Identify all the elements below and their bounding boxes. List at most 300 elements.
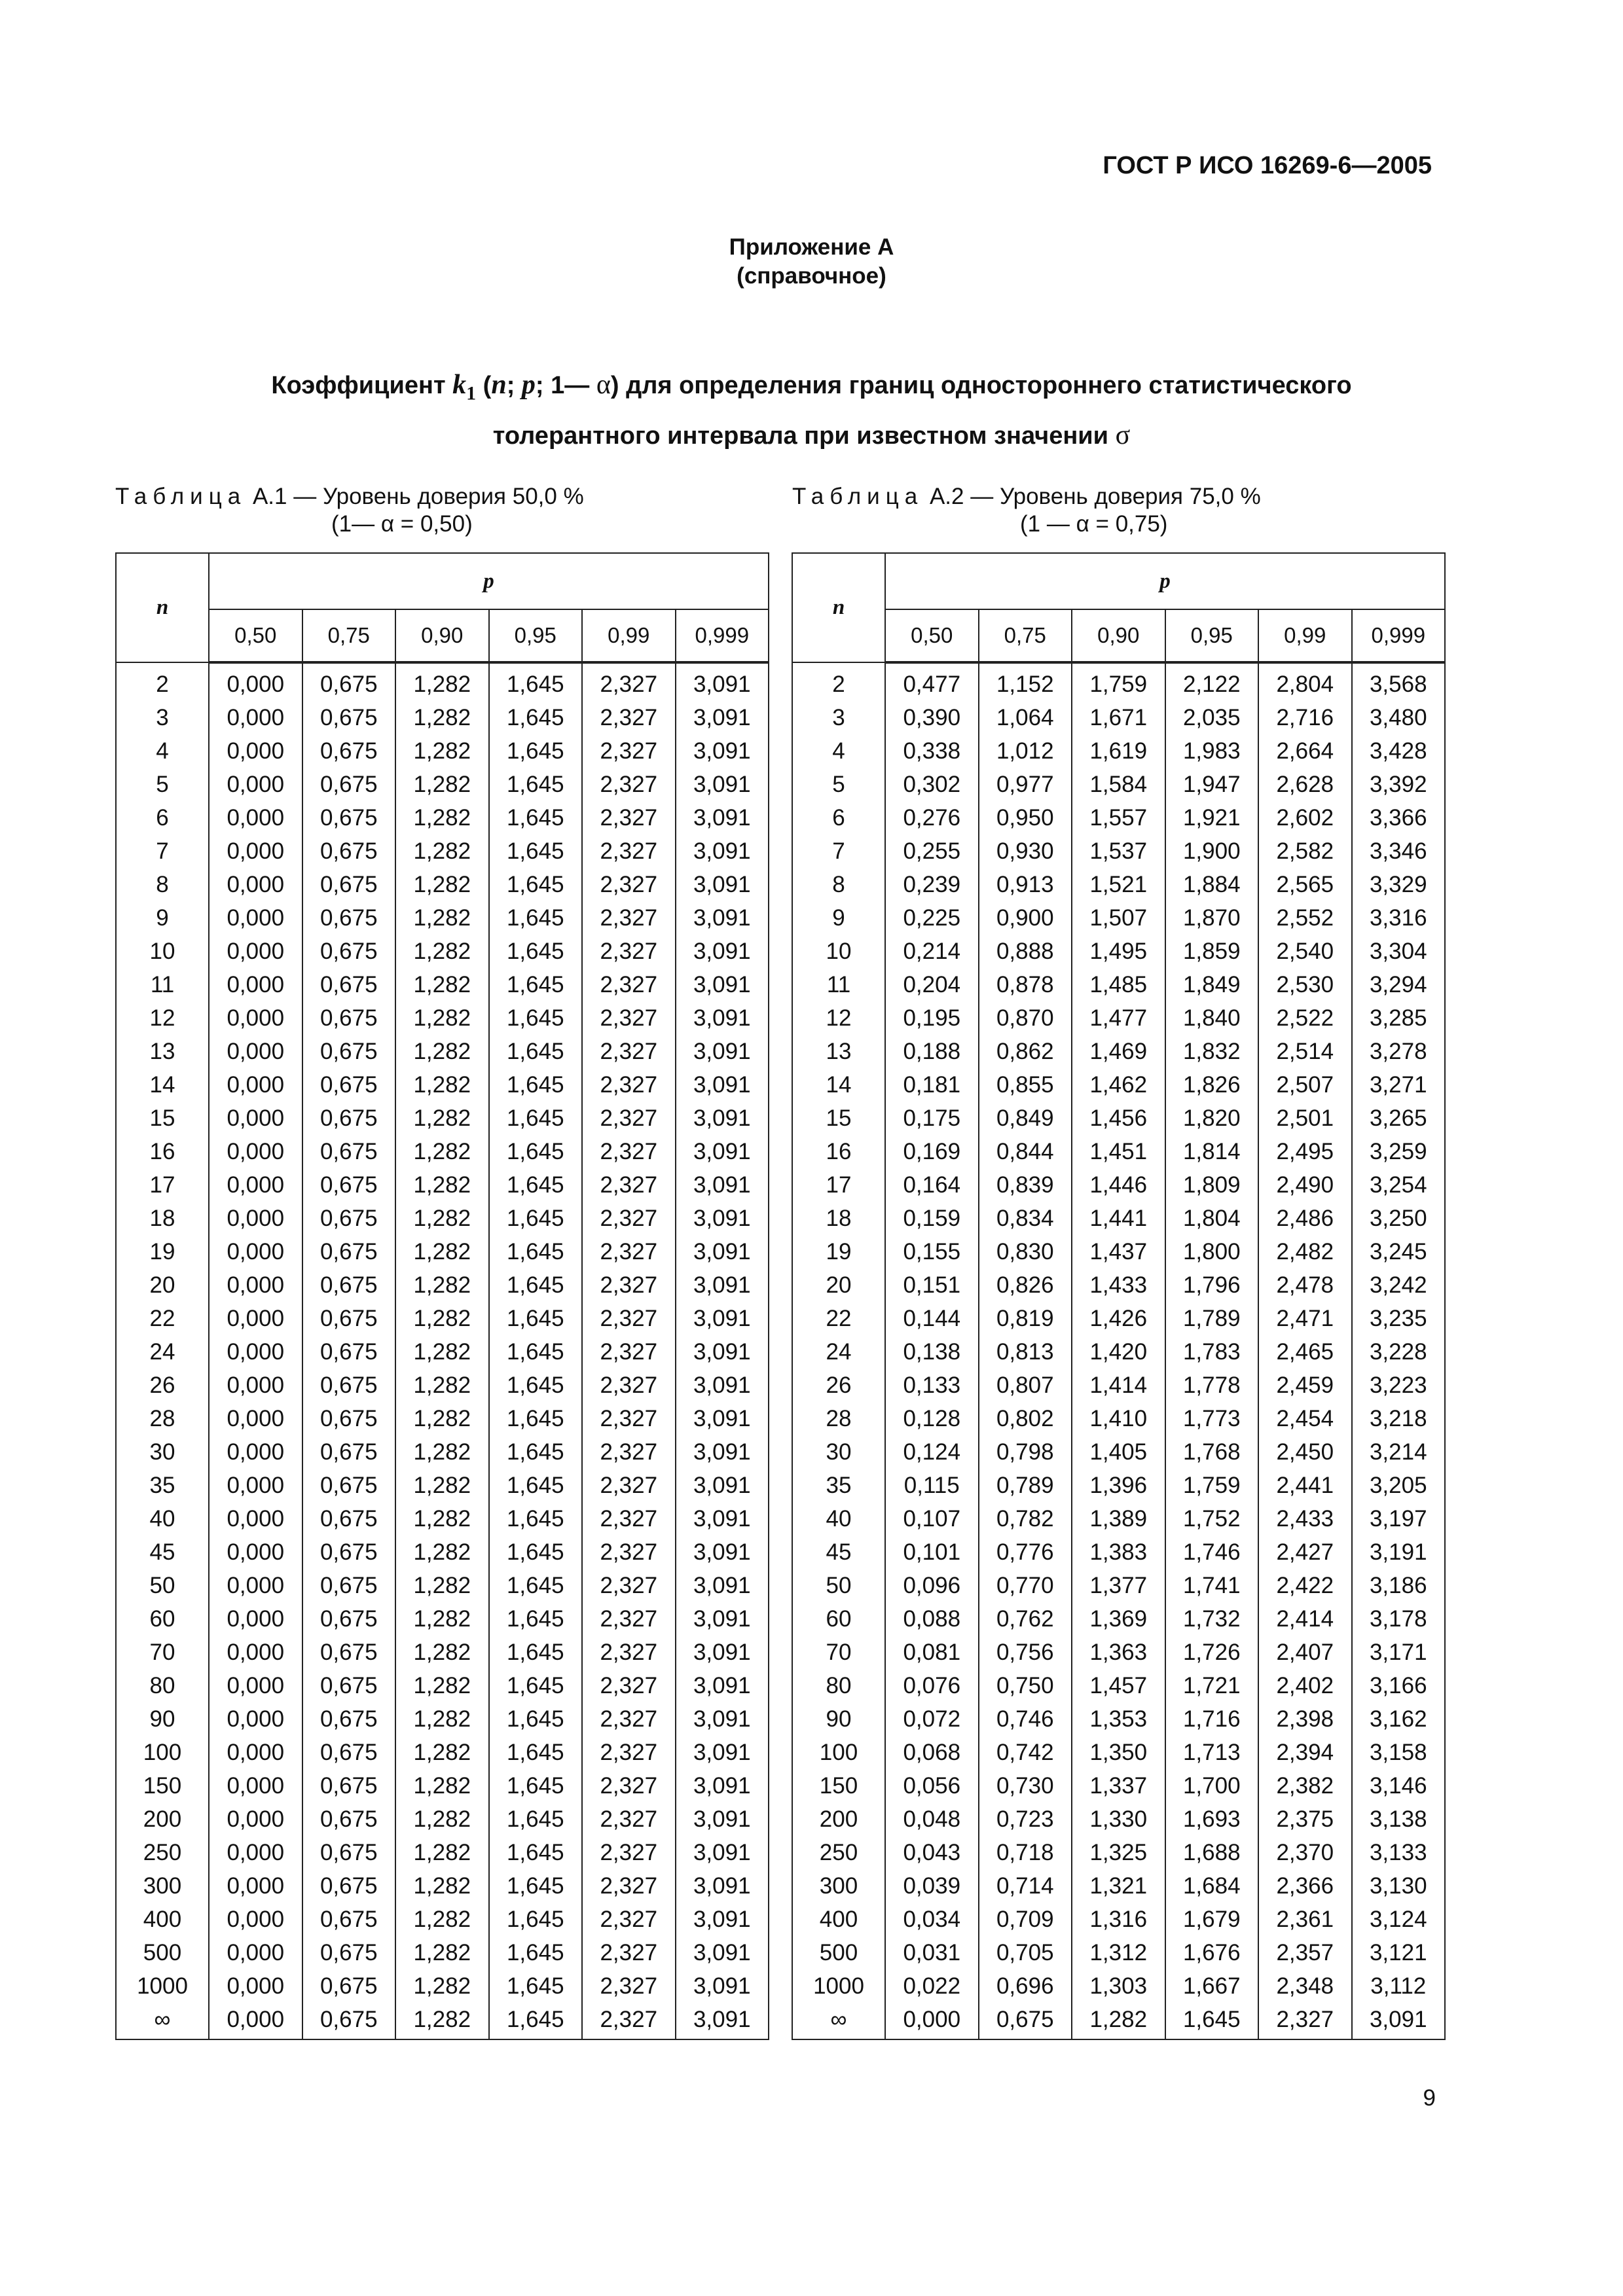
coefficient-cell: 0,000: [209, 701, 302, 734]
coefficient-cell: 1,759: [1165, 1469, 1259, 1502]
coefficient-cell: 1,645: [489, 1535, 583, 1569]
coefficient-cell: 3,091: [676, 1936, 769, 1969]
coefficient-cell: 0,034: [885, 1903, 979, 1936]
table-row: [792, 1702, 1445, 1736]
table-a1: [115, 552, 769, 2040]
coefficient-cell: 1,451: [1072, 1135, 1165, 1168]
n-cell: ∞: [792, 2003, 885, 2039]
table-row: [116, 1135, 769, 1168]
coefficient-cell: 1,645: [489, 1102, 583, 1135]
coefficient-cell: 1,389: [1072, 1502, 1165, 1535]
coefficient-cell: 1,282: [395, 1302, 489, 1335]
table-row: [792, 834, 1445, 868]
n-cell: 80: [116, 1669, 209, 1702]
coefficient-cell: 3,091: [676, 901, 769, 935]
n-cell: 300: [116, 1869, 209, 1903]
coefficient-cell: 0,675: [302, 1135, 396, 1168]
coefficient-cell: 0,000: [209, 1869, 302, 1903]
n-cell: 6: [792, 801, 885, 834]
n-column-header: n: [116, 553, 209, 662]
coefficient-cell: 0,000: [209, 1135, 302, 1168]
n-cell: 80: [792, 1669, 885, 1702]
coefficient-cell: 2,465: [1258, 1335, 1352, 1369]
coefficient-cell: 2,495: [1258, 1135, 1352, 1168]
n-cell: 20: [116, 1268, 209, 1302]
coefficient-cell: 0,675: [302, 701, 396, 734]
coefficient-cell: 1,282: [395, 968, 489, 1001]
p-value-header: 0,99: [582, 609, 676, 662]
coefficient-cell: 1,645: [489, 1168, 583, 1202]
table-row: [116, 1202, 769, 1235]
coefficient-cell: 1,773: [1165, 1402, 1259, 1435]
coefficient-cell: 1,778: [1165, 1369, 1259, 1402]
coefficient-cell: 0,977: [979, 768, 1072, 801]
coefficient-cell: 0,675: [302, 1302, 396, 1335]
coefficient-cell: 0,900: [979, 901, 1072, 935]
coefficient-cell: 3,091: [676, 1335, 769, 1369]
coefficient-cell: 1,282: [395, 1102, 489, 1135]
coefficient-cell: 0,000: [209, 1769, 302, 1803]
coefficient-cell: 2,327: [582, 768, 676, 801]
coefficient-cell: 2,327: [582, 1202, 676, 1235]
coefficient-cell: 1,645: [489, 1869, 583, 1903]
coefficient-cell: 3,191: [1352, 1535, 1446, 1569]
coefficient-cell: 1,282: [395, 1235, 489, 1268]
coefficient-cell: 1,282: [395, 801, 489, 834]
coefficient-cell: 0,878: [979, 968, 1072, 1001]
coefficient-cell: 1,282: [395, 1001, 489, 1035]
coefficient-cell: 0,000: [209, 1268, 302, 1302]
coefficient-cell: 2,327: [582, 1135, 676, 1168]
coefficient-cell: 3,091: [1352, 2003, 1446, 2039]
n-cell: 400: [792, 1903, 885, 1936]
coefficient-cell: 1,693: [1165, 1803, 1259, 1836]
coefficient-cell: 1,420: [1072, 1335, 1165, 1369]
n-cell: 16: [792, 1135, 885, 1168]
n-cell: 9: [116, 901, 209, 935]
table-row: [792, 734, 1445, 768]
sigma-symbol: σ: [1115, 420, 1131, 451]
coefficient-cell: 1,350: [1072, 1736, 1165, 1769]
coefficient-cell: 2,501: [1258, 1102, 1352, 1135]
coefficient-cell: 2,664: [1258, 734, 1352, 768]
table-row: [116, 868, 769, 901]
coefficient-cell: 3,205: [1352, 1469, 1446, 1502]
coefficient-cell: 0,000: [209, 1569, 302, 1602]
coefficient-cell: 2,327: [582, 834, 676, 868]
coefficient-cell: 2,327: [582, 1669, 676, 1702]
coefficient-cell: 0,830: [979, 1235, 1072, 1268]
coefficient-cell: 0,072: [885, 1702, 979, 1736]
coefficient-cell: 2,327: [582, 935, 676, 968]
n-cell: 17: [792, 1168, 885, 1202]
table-row: [792, 1903, 1445, 1936]
table-row: [116, 1302, 769, 1335]
coefficient-cell: 1,645: [489, 1602, 583, 1636]
coefficient-cell: 0,000: [885, 2003, 979, 2039]
coefficient-cell: 1,796: [1165, 1268, 1259, 1302]
table-row: [792, 701, 1445, 734]
coefficient-cell: 0,675: [302, 1602, 396, 1636]
coefficient-cell: 0,302: [885, 768, 979, 801]
coefficient-cell: 0,675: [302, 1202, 396, 1235]
coefficient-cell: 0,000: [209, 1302, 302, 1335]
coefficient-cell: 0,000: [209, 1602, 302, 1636]
table-row: [116, 1068, 769, 1102]
p-value-header: 0,90: [1072, 609, 1165, 662]
coefficient-cell: 0,204: [885, 968, 979, 1001]
coefficient-cell: 0,155: [885, 1235, 979, 1268]
coefficient-cell: 0,705: [979, 1936, 1072, 1969]
coefficient-cell: 0,675: [302, 1535, 396, 1569]
table-row: [116, 1035, 769, 1068]
coefficient-cell: 0,675: [302, 1068, 396, 1102]
coefficient-cell: 2,327: [582, 1702, 676, 1736]
table-row: [116, 1736, 769, 1769]
coefficient-cell: 2,327: [582, 701, 676, 734]
coefficient-cell: 0,870: [979, 1001, 1072, 1035]
coefficient-cell: 0,048: [885, 1803, 979, 1836]
table-row: [116, 2003, 769, 2039]
coefficient-cell: 1,645: [489, 1235, 583, 1268]
coefficient-cell: 1,645: [489, 1469, 583, 1502]
coefficient-cell: 0,255: [885, 834, 979, 868]
coefficient-cell: 1,282: [395, 1702, 489, 1736]
table-row: [792, 1936, 1445, 1969]
coefficient-cell: 2,327: [582, 1402, 676, 1435]
coefficient-cell: 2,327: [582, 1903, 676, 1936]
coefficient-cell: 0,138: [885, 1335, 979, 1369]
coefficient-cell: 1,282: [395, 1035, 489, 1068]
coefficient-cell: 0,888: [979, 935, 1072, 968]
coefficient-cell: 0,175: [885, 1102, 979, 1135]
coefficient-cell: 0,124: [885, 1435, 979, 1469]
coefficient-cell: 3,428: [1352, 734, 1446, 768]
coefficient-cell: 3,265: [1352, 1102, 1446, 1135]
coefficient-cell: 1,726: [1165, 1636, 1259, 1669]
coefficient-cell: 0,844: [979, 1135, 1072, 1168]
coefficient-cell: 3,130: [1352, 1869, 1446, 1903]
coefficient-cell: 3,278: [1352, 1035, 1446, 1068]
coefficient-cell: 2,327: [582, 868, 676, 901]
coefficient-cell: 0,000: [209, 1001, 302, 1035]
n-cell: 250: [792, 1836, 885, 1869]
coefficient-cell: 0,000: [209, 1369, 302, 1402]
coefficient-cell: 1,732: [1165, 1602, 1259, 1636]
coefficient-cell: 2,552: [1258, 901, 1352, 935]
table-row: [116, 1569, 769, 1602]
coefficient-cell: 0,862: [979, 1035, 1072, 1068]
coefficient-cell: 3,186: [1352, 1569, 1446, 1602]
coefficient-cell: 2,398: [1258, 1702, 1352, 1736]
n-cell: 22: [792, 1302, 885, 1335]
coefficient-cell: 3,091: [676, 2003, 769, 2039]
coefficient-cell: 1,353: [1072, 1702, 1165, 1736]
coefficient-cell: 1,645: [489, 1335, 583, 1369]
coefficient-cell: 2,441: [1258, 1469, 1352, 1502]
p-value-header: 0,999: [1352, 609, 1446, 662]
coefficient-cell: 2,427: [1258, 1535, 1352, 1569]
coefficient-cell: 3,091: [676, 1702, 769, 1736]
coefficient-cell: 3,329: [1352, 868, 1446, 901]
n-cell: 3: [116, 701, 209, 734]
coefficient-cell: 3,178: [1352, 1602, 1446, 1636]
coefficient-cell: 1,396: [1072, 1469, 1165, 1502]
coefficient-cell: 0,913: [979, 868, 1072, 901]
coefficient-cell: 0,000: [209, 1202, 302, 1235]
coefficient-cell: 3,091: [676, 1302, 769, 1335]
p-value-header: 0,50: [209, 609, 302, 662]
table-row: [792, 662, 1445, 701]
coefficient-cell: 2,582: [1258, 834, 1352, 868]
n-cell: 19: [792, 1235, 885, 1268]
coefficient-cell: 3,304: [1352, 935, 1446, 968]
coefficient-cell: 3,091: [676, 1502, 769, 1535]
coefficient-cell: 1,282: [395, 935, 489, 968]
coefficient-cell: 0,000: [209, 1035, 302, 1068]
coefficient-cell: 0,276: [885, 801, 979, 834]
n-cell: 45: [792, 1535, 885, 1569]
coefficient-cell: 1,282: [1072, 2003, 1165, 2039]
coefficient-cell: 2,804: [1258, 662, 1352, 701]
coefficient-cell: 1,645: [489, 901, 583, 935]
coefficient-cell: 0,039: [885, 1869, 979, 1903]
coefficient-cell: 0,225: [885, 901, 979, 935]
n-cell: 4: [792, 734, 885, 768]
coefficient-cell: 3,112: [1352, 1969, 1446, 2003]
n-cell: 11: [116, 968, 209, 1001]
n-cell: 16: [116, 1135, 209, 1168]
coefficient-cell: 2,327: [582, 1302, 676, 1335]
coefficient-cell: 1,363: [1072, 1636, 1165, 1669]
coefficient-cell: 0,675: [302, 1569, 396, 1602]
coefficient-cell: 1,012: [979, 734, 1072, 768]
coefficient-cell: 3,091: [676, 701, 769, 734]
coefficient-cell: 1,947: [1165, 768, 1259, 801]
coefficient-cell: 3,091: [676, 1235, 769, 1268]
coefficient-cell: 1,645: [489, 1669, 583, 1702]
coefficient-cell: 0,762: [979, 1602, 1072, 1636]
table-row: [792, 1135, 1445, 1168]
coefficient-cell: 2,422: [1258, 1569, 1352, 1602]
coefficient-cell: 0,675: [302, 1803, 396, 1836]
coefficient-cell: 3,133: [1352, 1836, 1446, 1869]
coefficient-cell: 3,228: [1352, 1335, 1446, 1369]
appendix-title: Приложение А: [729, 234, 894, 260]
coefficient-cell: 0,000: [209, 1168, 302, 1202]
p-column-header: p: [209, 553, 769, 609]
coefficient-cell: 3,223: [1352, 1369, 1446, 1402]
coefficient-cell: 2,514: [1258, 1035, 1352, 1068]
coefficient-cell: 3,235: [1352, 1302, 1446, 1335]
coefficient-cell: 0,000: [209, 968, 302, 1001]
n-cell: 8: [116, 868, 209, 901]
table-row: [116, 1502, 769, 1535]
coefficient-cell: 0,151: [885, 1268, 979, 1302]
n-cell: 28: [116, 1402, 209, 1435]
table-row: [792, 2003, 1445, 2039]
coefficient-cell: 3,271: [1352, 1068, 1446, 1102]
n-cell: 7: [792, 834, 885, 868]
coefficient-cell: 1,557: [1072, 801, 1165, 834]
coefficient-cell: 0,723: [979, 1803, 1072, 1836]
coefficient-cell: 2,357: [1258, 1936, 1352, 1969]
coefficient-cell: 0,730: [979, 1769, 1072, 1803]
coefficient-cell: 2,450: [1258, 1435, 1352, 1469]
coefficient-cell: 2,327: [582, 662, 676, 701]
coefficient-cell: 1,645: [489, 662, 583, 701]
coefficient-cell: 0,675: [302, 935, 396, 968]
coefficient-cell: 0,000: [209, 834, 302, 868]
coefficient-cell: 1,859: [1165, 935, 1259, 968]
table-row: [116, 768, 769, 801]
coefficient-cell: 0,068: [885, 1736, 979, 1769]
coefficient-cell: 1,414: [1072, 1369, 1165, 1402]
coefficient-cell: 1,667: [1165, 1969, 1259, 2003]
coefficient-cell: 3,091: [676, 734, 769, 768]
coefficient-cell: 2,507: [1258, 1068, 1352, 1102]
coefficient-cell: 1,485: [1072, 968, 1165, 1001]
coefficient-cell: 1,462: [1072, 1068, 1165, 1102]
n-cell: 12: [116, 1001, 209, 1035]
coefficient-cell: 2,327: [582, 1869, 676, 1903]
coefficient-cell: 3,121: [1352, 1936, 1446, 1969]
table-row: [116, 1669, 769, 1702]
p-value-header: 0,75: [979, 609, 1072, 662]
coefficient-cell: 1,619: [1072, 734, 1165, 768]
n-cell: 8: [792, 868, 885, 901]
coefficient-cell: 2,382: [1258, 1769, 1352, 1803]
coefficient-cell: 1,282: [395, 1335, 489, 1369]
coefficient-cell: 1,921: [1165, 801, 1259, 834]
coefficient-cell: 1,870: [1165, 901, 1259, 935]
table-row: [792, 801, 1445, 834]
table-row: [792, 1803, 1445, 1836]
coefficient-cell: 0,675: [302, 968, 396, 1001]
coefficient-cell: 1,282: [395, 1602, 489, 1636]
n-cell: 7: [116, 834, 209, 868]
coefficient-cell: 1,282: [395, 662, 489, 701]
coefficient-cell: 2,327: [582, 1736, 676, 1769]
n-cell: 5: [792, 768, 885, 801]
table-row: [792, 1102, 1445, 1135]
coefficient-cell: 2,327: [582, 1803, 676, 1836]
coefficient-cell: 1,282: [395, 2003, 489, 2039]
coefficient-cell: 1,282: [395, 734, 489, 768]
coefficient-cell: 1,282: [395, 1769, 489, 1803]
coefficient-cell: 2,394: [1258, 1736, 1352, 1769]
coefficient-cell: 1,645: [489, 768, 583, 801]
coefficient-cell: 0,000: [209, 868, 302, 901]
coefficient-cell: 2,327: [582, 1168, 676, 1202]
coefficient-cell: 2,327: [582, 1502, 676, 1535]
table-row: [792, 1068, 1445, 1102]
coefficient-cell: 0,770: [979, 1569, 1072, 1602]
coefficient-cell: 0,675: [302, 1268, 396, 1302]
table-row: [116, 1803, 769, 1836]
n-cell: 200: [116, 1803, 209, 1836]
table-row: [116, 1001, 769, 1035]
coefficient-cell: 1,849: [1165, 968, 1259, 1001]
n-cell: 22: [116, 1302, 209, 1335]
coefficient-cell: 1,282: [395, 1636, 489, 1669]
coefficient-cell: 1,405: [1072, 1435, 1165, 1469]
coefficient-cell: 0,675: [302, 901, 396, 935]
coefficient-cell: 0,750: [979, 1669, 1072, 1702]
coefficient-cell: 3,091: [676, 1669, 769, 1702]
coefficient-cell: 2,327: [1258, 2003, 1352, 2039]
n-cell: 19: [116, 1235, 209, 1268]
coefficient-cell: 1,700: [1165, 1769, 1259, 1803]
table-row: [792, 1636, 1445, 1669]
n-cell: 2: [792, 662, 885, 701]
coefficient-cell: 0,802: [979, 1402, 1072, 1435]
coefficient-cell: 1,884: [1165, 868, 1259, 901]
n-cell: 250: [116, 1836, 209, 1869]
coefficient-cell: 2,327: [582, 968, 676, 1001]
coefficient-cell: 1,804: [1165, 1202, 1259, 1235]
coefficient-cell: 1,282: [395, 1669, 489, 1702]
coefficient-cell: 0,675: [302, 1769, 396, 1803]
coefficient-cell: 3,091: [676, 1202, 769, 1235]
coefficient-cell: 0,000: [209, 935, 302, 968]
n-cell: 400: [116, 1903, 209, 1936]
coefficient-cell: 1,645: [1165, 2003, 1259, 2039]
coefficient-cell: 0,056: [885, 1769, 979, 1803]
table-row: [116, 1535, 769, 1569]
coefficient-cell: 1,321: [1072, 1869, 1165, 1903]
coefficient-cell: 0,776: [979, 1535, 1072, 1569]
coefficient-cell: 0,718: [979, 1836, 1072, 1869]
table-row: [792, 868, 1445, 901]
coefficient-cell: 3,158: [1352, 1736, 1446, 1769]
table-row: [116, 1435, 769, 1469]
coefficient-cell: 2,327: [582, 1001, 676, 1035]
coefficient-cell: 0,000: [209, 1969, 302, 2003]
coefficient-cell: 1,477: [1072, 1001, 1165, 1035]
coefficient-cell: 3,480: [1352, 701, 1446, 734]
coefficient-cell: 3,366: [1352, 801, 1446, 834]
coefficient-cell: 0,675: [979, 2003, 1072, 2039]
coefficient-cell: 1,282: [395, 1402, 489, 1435]
table-row: [116, 1769, 769, 1803]
table-row: [116, 1402, 769, 1435]
table-row: [116, 734, 769, 768]
coefficient-cell: 1,826: [1165, 1068, 1259, 1102]
coefficient-cell: 0,675: [302, 1035, 396, 1068]
coefficient-cell: 3,091: [676, 868, 769, 901]
coefficient-cell: 1,282: [395, 1569, 489, 1602]
n-cell: 70: [116, 1636, 209, 1669]
coefficient-cell: 0,000: [209, 1102, 302, 1135]
coefficient-cell: 0,128: [885, 1402, 979, 1435]
table-a1-caption: Таблица А.1 — Уровень доверия 50,0 % (1— α = 0,50): [115, 484, 584, 537]
coefficient-cell: 2,366: [1258, 1869, 1352, 1903]
coefficient-cell: 1,679: [1165, 1903, 1259, 1936]
coefficient-cell: 2,602: [1258, 801, 1352, 834]
table-a2-caption: Таблица А.2 — Уровень доверия 75,0 % (1 — α = 0,75): [792, 484, 1261, 537]
coefficient-cell: 3,091: [676, 1736, 769, 1769]
coefficient-cell: 2,327: [582, 1068, 676, 1102]
n-cell: 18: [116, 1202, 209, 1235]
table-row: [116, 1102, 769, 1135]
coefficient-cell: 1,282: [395, 1369, 489, 1402]
coefficient-cell: 0,000: [209, 1669, 302, 1702]
coefficient-cell: 1,282: [395, 1135, 489, 1168]
p-value-header: 0,75: [302, 609, 396, 662]
coefficient-cell: 3,091: [676, 662, 769, 701]
coefficient-cell: 0,477: [885, 662, 979, 701]
